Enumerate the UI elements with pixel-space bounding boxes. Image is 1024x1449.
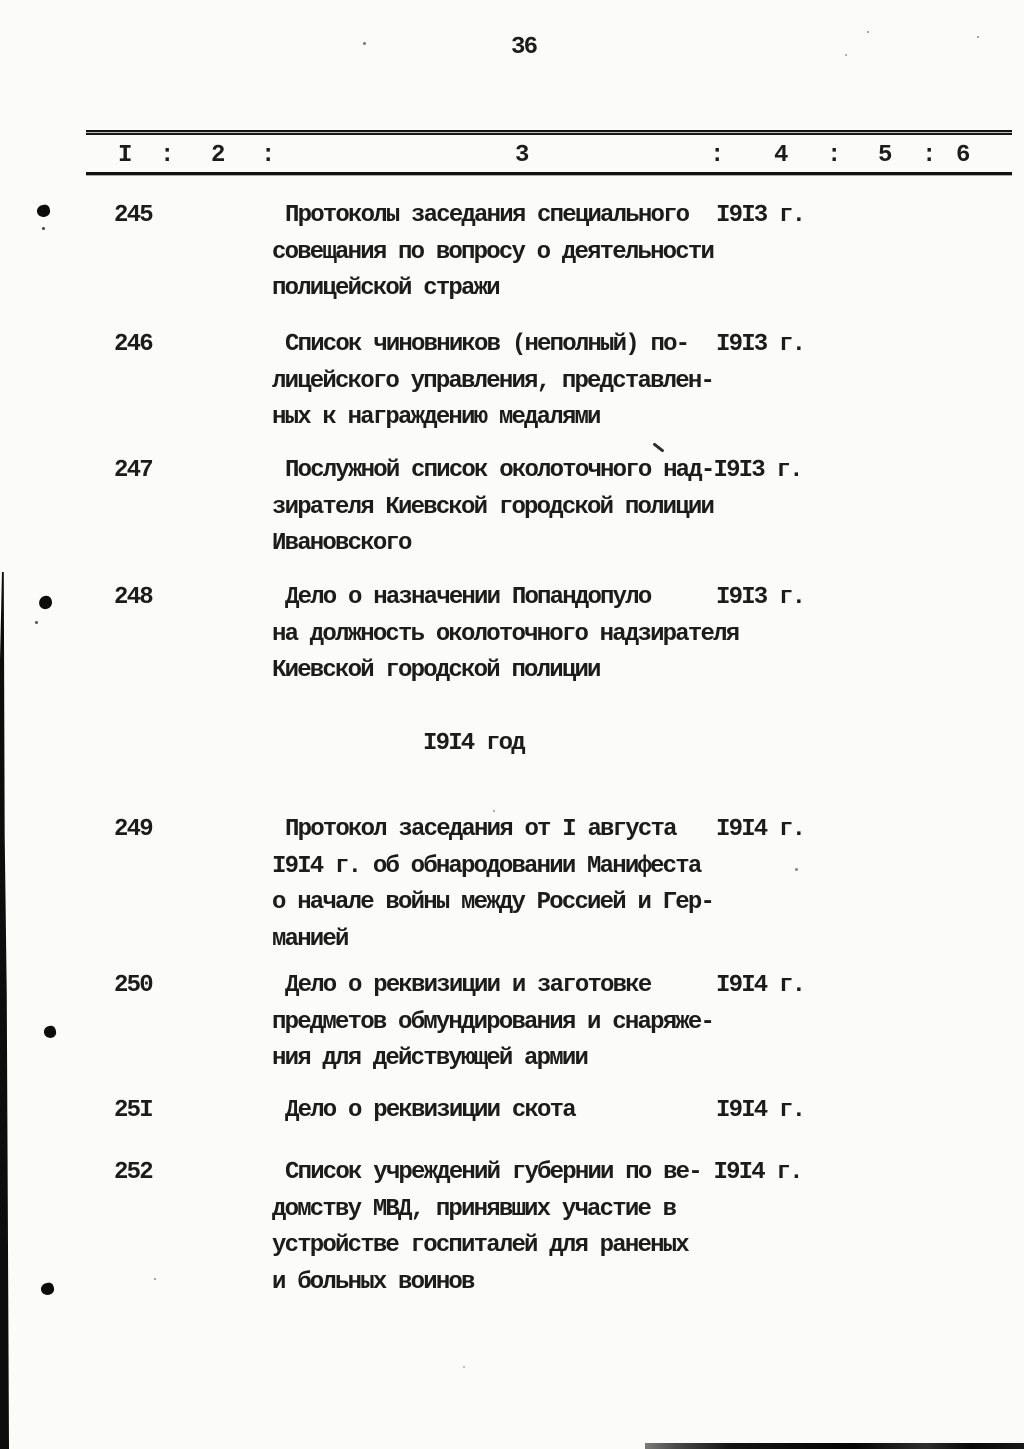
- entry-number: 249: [114, 816, 152, 843]
- paper-speck: [493, 810, 495, 812]
- description-line: лицейского управления, представлен-: [272, 367, 714, 395]
- paper-speck: [845, 54, 847, 56]
- entry-number: 25I: [114, 1097, 152, 1124]
- margin-ink-dot: [36, 204, 52, 219]
- entry-number: 248: [114, 584, 152, 611]
- entry-description: [272, 1155, 802, 1301]
- paper-speck: [977, 36, 979, 38]
- margin-ink-dot: [40, 1282, 56, 1297]
- column-separator: :: [261, 142, 274, 169]
- column-header-5: 5: [878, 142, 891, 169]
- entry-number: 247: [114, 457, 152, 484]
- margin-ink-dot: [38, 595, 54, 611]
- description-line: Дело о реквизиции и заготовке: [285, 972, 651, 999]
- column-header-1: I: [118, 142, 131, 169]
- description-line: совещания по вопросу о деятельности: [272, 238, 714, 266]
- entry-description: [272, 198, 713, 308]
- description-line: Ивановского: [272, 530, 411, 557]
- column-separator: :: [827, 142, 840, 169]
- description-line: манией: [272, 925, 348, 953]
- column-header-4: 4: [774, 142, 787, 169]
- table-header-row: [0, 138, 1024, 174]
- paper-speck: [363, 42, 366, 45]
- entry-year: I9I4 г.: [716, 1097, 805, 1124]
- entry-year: I9I4 г.: [716, 816, 805, 843]
- entry-description: [272, 327, 713, 437]
- table-top-rule: [86, 130, 1012, 135]
- description-line: домству МВД, принявших участие в: [272, 1195, 676, 1223]
- paper-speck: [795, 868, 798, 871]
- description-line: ния для действующей армии: [272, 1045, 588, 1072]
- description-line: полицейской стражи: [272, 275, 499, 302]
- description-line: и больных воинов: [272, 1268, 474, 1296]
- entry-description: [272, 812, 713, 958]
- description-line: Дело о реквизиции скота: [285, 1097, 575, 1124]
- entry-number: 246: [114, 331, 152, 358]
- description-line: Список чиновников (неполный) по-: [285, 331, 689, 358]
- description-line: Послужной список околоточного над-I9I3 г.: [285, 457, 802, 484]
- scan-edge-artifact: [0, 572, 9, 1449]
- description-line: Киевской городской полиции: [272, 657, 600, 684]
- description-line: зирателя Киевской городской полиции: [272, 493, 714, 521]
- entry-year: I9I3 г.: [716, 331, 805, 358]
- column-header-3: 3: [515, 142, 528, 169]
- description-line: Протокол заседания от I августа: [285, 816, 676, 843]
- description-line: о начале войны между Россией и Гер-: [272, 889, 714, 916]
- column-header-2: 2: [211, 142, 224, 169]
- description-line: на должность околоточного надзирателя: [272, 620, 739, 648]
- entry-number: 252: [114, 1159, 152, 1186]
- entry-year: I9I4 г.: [716, 972, 805, 999]
- paper-speck: [867, 31, 869, 33]
- paper-speck: [463, 1366, 465, 1368]
- description-line: I9I4 г. об обнародовании Манифеста: [272, 852, 701, 880]
- description-line: Список учреждений губернии по ве- I9I4 г.: [285, 1159, 802, 1186]
- description-line: Дело о назначении Попандопуло: [285, 584, 651, 611]
- description-line: устройстве госпиталей для раненых: [272, 1232, 688, 1259]
- entry-number: 245: [114, 202, 152, 229]
- section-heading-1914: I9I4 год: [423, 730, 524, 757]
- entry-description: [272, 1093, 575, 1130]
- entry-description: [272, 968, 713, 1078]
- margin-ink-dot: [43, 1025, 58, 1040]
- entry-year: I9I3 г.: [716, 202, 805, 229]
- stray-pen-mark: [652, 442, 664, 452]
- entry-description: [272, 580, 738, 690]
- entry-year: I9I3 г.: [716, 584, 805, 611]
- paper-speck: [42, 227, 45, 230]
- paper-speck: [154, 1278, 156, 1280]
- paper-speck: [35, 621, 38, 624]
- table-bottom-rule: [86, 172, 1012, 176]
- entry-number: 250: [114, 972, 152, 999]
- description-line: ных к награждению медалями: [272, 404, 600, 431]
- column-separator: :: [710, 142, 723, 169]
- description-line: предметов обмундирования и снаряже-: [272, 1008, 714, 1036]
- page-number: 36: [511, 34, 537, 61]
- column-header-6: 6: [956, 142, 969, 169]
- description-line: Протоколы заседания специального: [285, 202, 689, 229]
- column-separator: :: [160, 142, 173, 169]
- entry-description: [272, 453, 802, 563]
- scan-bottom-bar-artifact: [645, 1443, 1024, 1449]
- column-separator: :: [922, 142, 935, 169]
